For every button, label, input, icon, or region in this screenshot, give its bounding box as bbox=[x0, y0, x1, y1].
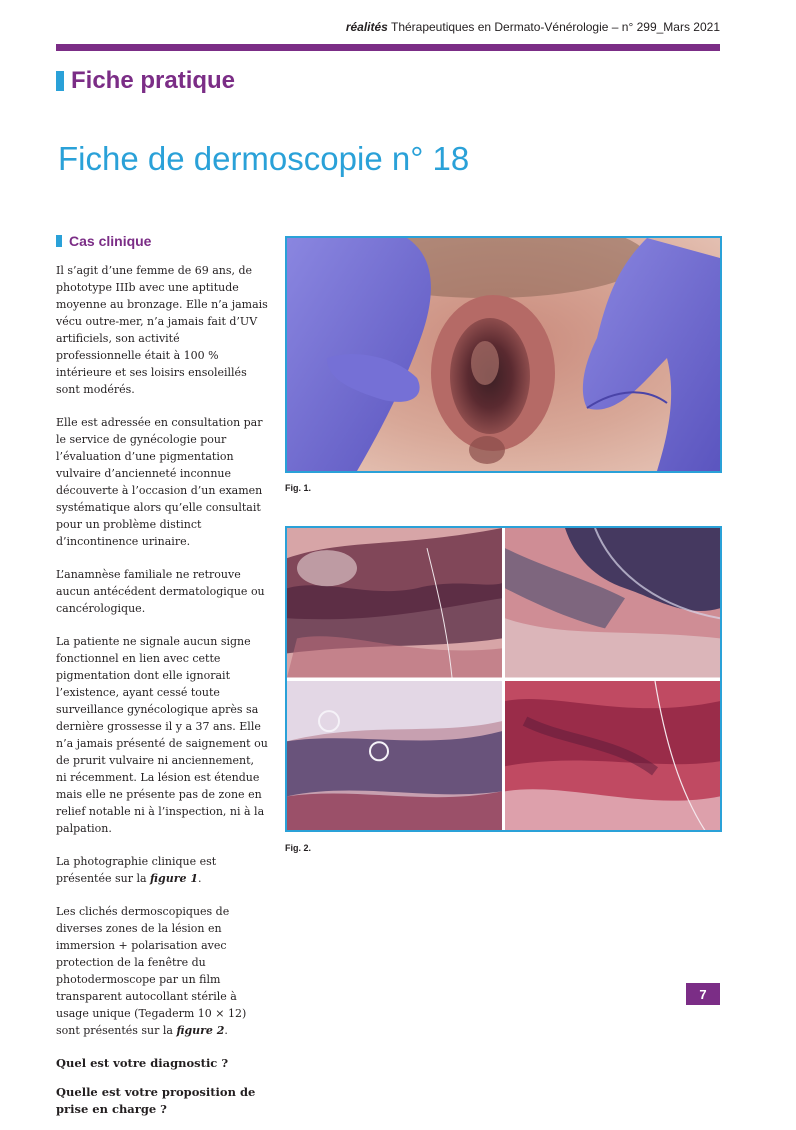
paragraph-family-history: L’anamnèse familiale ne retrouve aucun antécédent dermatologique ou cancérologique. bbox=[56, 568, 265, 615]
paragraph-figure1-ref: La photographie clinique est présentée sur la figure 1. bbox=[56, 855, 217, 885]
dermoscopy-panel-top-left bbox=[287, 528, 502, 678]
running-head bbox=[346, 20, 720, 34]
page-title: Fiche de dermoscopie n° 18 bbox=[58, 140, 470, 177]
section-marker bbox=[56, 71, 64, 91]
figure2-link[interactable]: figure 2 bbox=[176, 1024, 225, 1037]
figure-2-dermoscopy-grid bbox=[285, 526, 722, 832]
paragraph-patient: Il s’agit d’une femme de 69 ans, de phototype IIIb avec une aptitude moyenne au bronzage. Elle n’a jamais vécu outre-mer, n’a jamais fait d’UV artificiels, son activité professionnelle était à 100 % intérieure et ses loisirs ensoleillés sont modérés. bbox=[56, 264, 268, 396]
dermoscopy-panel-bottom-right bbox=[505, 681, 720, 831]
dermoscopy-panel-top-right bbox=[505, 528, 720, 678]
clinical-photo-image bbox=[287, 238, 720, 471]
figure1-link[interactable]: figure 1 bbox=[150, 872, 199, 885]
header-rule bbox=[56, 44, 720, 51]
journal-issue: Thérapeutiques en Dermato-Vénérologie – n° 299_Mars 2021 bbox=[390, 20, 720, 34]
case-subhead bbox=[56, 233, 268, 249]
paragraph-figure2-ref: Les clichés dermoscopiques de diverses zones de la lésion en immersion + polarisation avec protection de la fenêtre du photodermoscope par un film transparent autocollant stérile à usage unique (Tegaderm 10 × 12) sont présentés sur la figure 2. bbox=[56, 905, 247, 1037]
figure-1-caption: Fig. 1. bbox=[285, 483, 312, 493]
journal-brand: réalités bbox=[345, 20, 388, 34]
question-diagnosis: Quel est votre diagnostic ? bbox=[56, 1056, 229, 1070]
paragraph-referral: Elle est adressée en consultation par le service de gynécologie pour l’évaluation d’une pigmentation vulvaire d’ancienneté inconnue découverte à l’occasion d’un examen systématique alors qu’elle consultait pour un problème distinct d’incontinence urinaire. bbox=[56, 416, 263, 548]
figure-1-clinical-photo bbox=[285, 236, 722, 473]
section-label bbox=[56, 67, 235, 95]
question-management: Quelle est votre proposition de prise en charge ? bbox=[56, 1085, 256, 1116]
paragraph-symptoms: La patiente ne signale aucun signe fonctionnel en lien avec cette pigmentation dont elle ignorait l’existence, ayant cessé toute surveillance gynécologique après sa dernière grossesse il y a 37 ans. Elle n’a jamais présenté de saignement ou de prurit vulvaire ni anciennement, ni récemment. La lésion est étendue mais elle ne présente pas de zone en relief notable ni à l’inspection, ni à la palpation. bbox=[56, 635, 268, 835]
section-label-text: Fiche pratique bbox=[71, 67, 236, 94]
case-text-column bbox=[56, 233, 268, 1130]
subhead-text: Cas clinique bbox=[69, 233, 152, 249]
page-number: 7 bbox=[686, 983, 720, 1005]
dermoscopy-panel-bottom-left bbox=[287, 681, 502, 831]
subhead-marker bbox=[56, 235, 62, 247]
figure-2-caption: Fig. 2. bbox=[285, 843, 312, 853]
